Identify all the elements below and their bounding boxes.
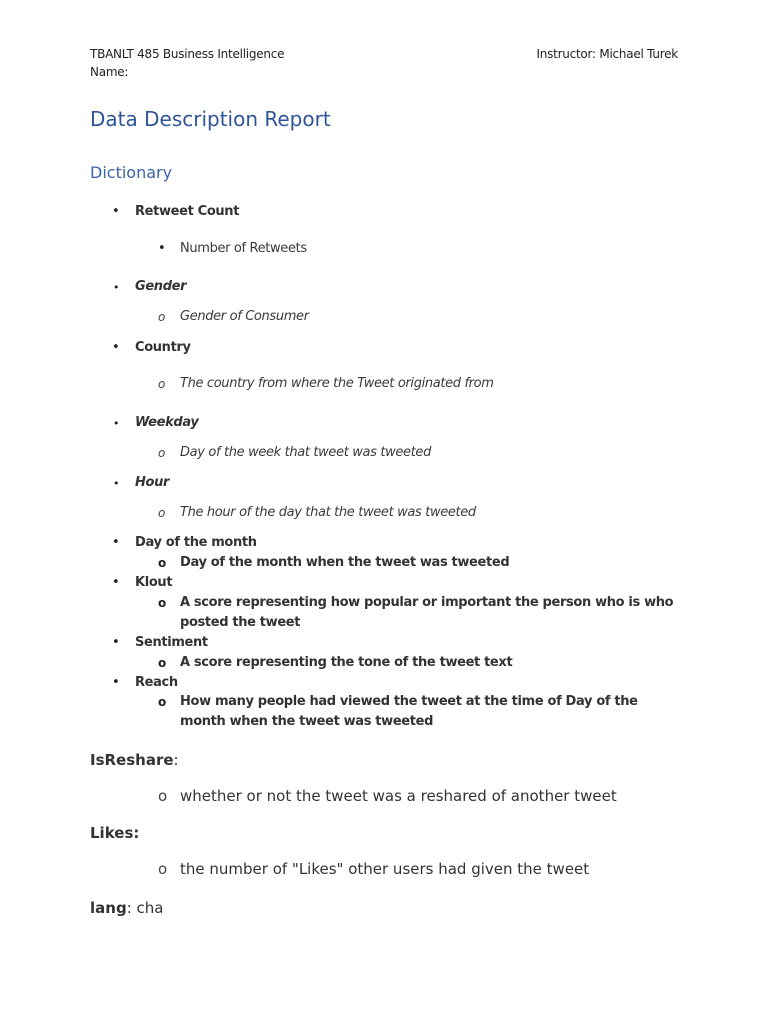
desc-klout: A score representing how popular or important the person who is who posted the tweet	[180, 595, 674, 630]
sub-bullet-marker: o	[158, 656, 167, 670]
bullet-marker: •	[113, 417, 120, 430]
desc-weekday: Day of the week that tweet was tweeted	[180, 445, 431, 460]
desc-hour: The hour of the day that the tweet was tweeted	[180, 505, 476, 520]
bullet-marker: •	[113, 477, 120, 490]
field-lang-value: : cha	[126, 899, 164, 917]
desc-sentiment: A score representing the tone of the tweet text	[180, 655, 513, 670]
term-country: Country	[135, 340, 191, 355]
instructor-name: Instructor: Michael Turek	[536, 47, 678, 61]
term-reach: Reach	[135, 675, 178, 690]
field-label-isreshare: IsReshare	[90, 751, 174, 769]
term-retweet-count: Retweet Count	[135, 204, 240, 219]
bullet-marker: •	[158, 241, 166, 256]
term-day-of-month: Day of the month	[135, 535, 257, 550]
desc-country: The country from where the Tweet originated from	[180, 376, 494, 391]
section-heading-dictionary: Dictionary	[90, 163, 173, 182]
bullet-marker: •	[113, 281, 120, 294]
desc-reach: How many people had viewed the tweet at the time of Day of the month when the tweet was tweeted	[180, 694, 638, 729]
sub-bullet-marker: o	[158, 506, 166, 520]
term-sentiment: Sentiment	[135, 635, 208, 650]
desc-isreshare: whether or not the tweet was a reshared of another tweet	[180, 787, 617, 805]
bullet-marker: •	[112, 340, 120, 355]
desc-gender: Gender of Consumer	[180, 309, 309, 324]
sub-bullet-marker: o	[158, 377, 166, 391]
desc-likes: the number of "Likes" other users had given the tweet	[180, 860, 590, 878]
sub-bullet-marker: o	[158, 695, 167, 709]
sub-bullet-marker: o	[158, 860, 168, 878]
term-klout: Klout	[135, 575, 173, 590]
sub-bullet-marker: o	[158, 787, 168, 805]
course-name: TBANLT 485 Business Intelligence	[90, 47, 285, 61]
bullet-marker: •	[112, 535, 120, 550]
desc-day-of-month: Day of the month when the tweet was tweeted	[180, 555, 510, 570]
sub-bullet-marker: o	[158, 556, 167, 570]
sub-bullet-marker: o	[158, 596, 167, 610]
field-label-suffix: :	[173, 751, 179, 769]
page-title: Data Description Report	[90, 107, 331, 131]
field-lang	[90, 898, 163, 917]
term-hour: Hour	[135, 475, 170, 490]
bullet-marker: •	[112, 675, 120, 690]
term-gender: Gender	[135, 279, 187, 294]
bullet-marker: •	[112, 204, 120, 219]
desc-retweet-count: Number of Retweets	[180, 241, 307, 256]
field-label-likes: Likes:	[90, 824, 140, 842]
student-name-label: Name:	[90, 65, 129, 79]
bullet-marker: •	[112, 575, 120, 590]
field-isreshare	[90, 750, 179, 769]
term-weekday: Weekday	[135, 415, 199, 430]
bullet-marker: •	[112, 635, 120, 650]
sub-bullet-marker: o	[158, 446, 166, 460]
field-label-lang: lang	[90, 899, 127, 917]
sub-bullet-marker: o	[158, 310, 166, 324]
